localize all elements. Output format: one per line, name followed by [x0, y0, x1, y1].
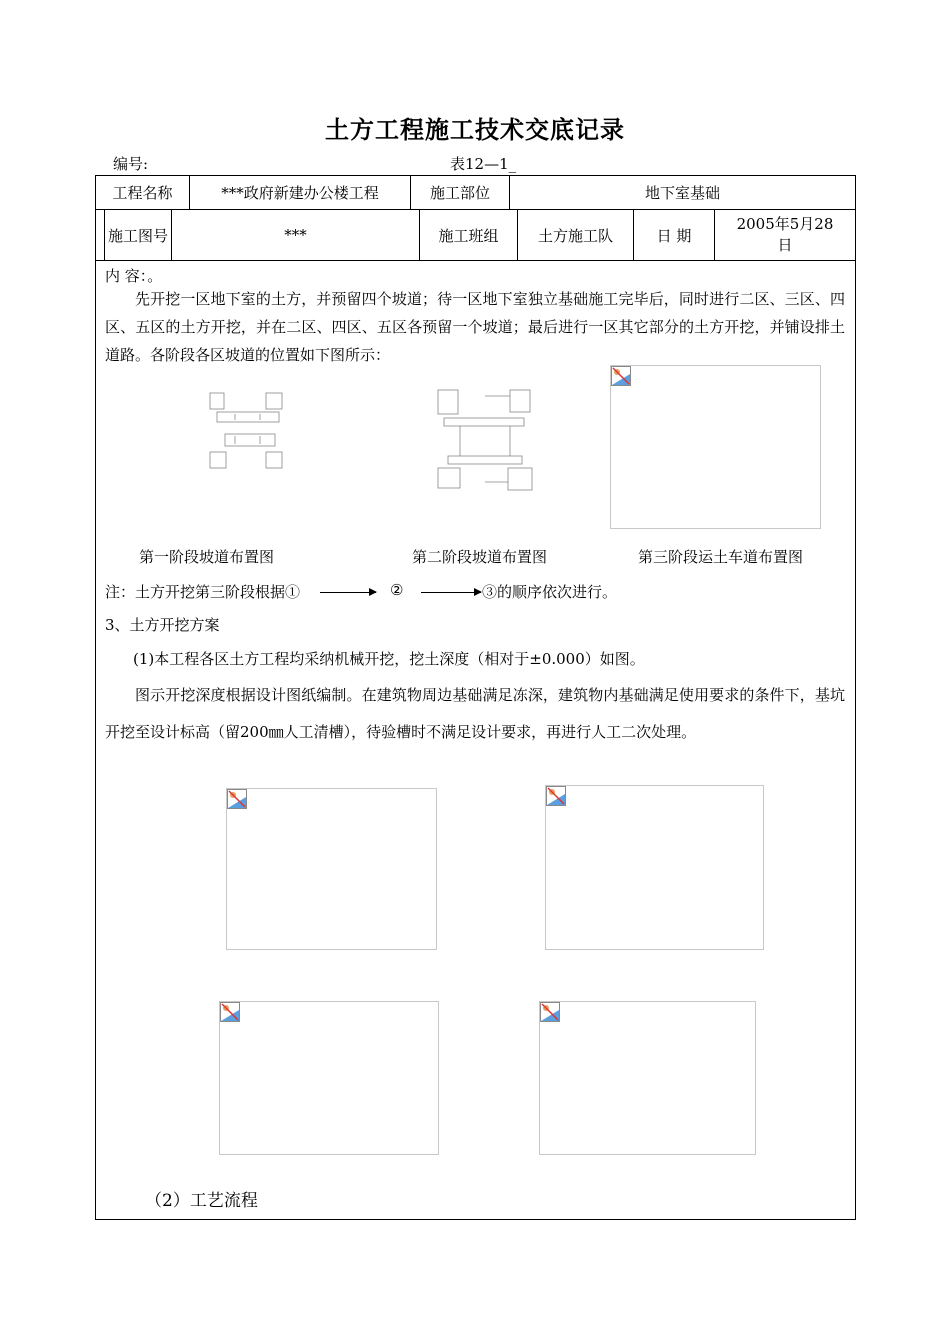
- construction-part: 地下室基础: [644, 184, 720, 202]
- note-prefix: 注：土方开挖第三阶段根据①: [105, 583, 301, 601]
- page-title: 土方工程施工技术交底记录: [325, 115, 625, 144]
- broken-image-icon: [540, 1002, 560, 1022]
- item-2-process-flow: （2）工艺流程: [145, 1191, 258, 1211]
- team-label: 施工班组: [438, 226, 499, 245]
- date-cell: [715, 210, 855, 260]
- content-paragraph-1: 先开挖一区地下室的土方，并预留四个坡道；待一区地下室独立基础施工完毕后，同时进行二区、三区、四区、五区的土方开挖，并在二区、四区、五区各预留一个坡道；最后进行一区其它部分的土方开挖，并铺设排土道路。各阶段各区坡道的位置如下图所示：: [105, 290, 845, 364]
- excavation-depth-image-1: [226, 788, 437, 950]
- broken-image-icon: [220, 1002, 240, 1022]
- project-name: ***政府新建办公楼工程: [221, 184, 379, 202]
- section-3-heading: 3、土方开挖方案: [105, 616, 220, 634]
- excavation-depth-image-2: [545, 785, 764, 950]
- note-step-2: ②: [390, 581, 404, 599]
- item-1: (1)本工程各区土方工程均采纳机械开挖，挖土深度（相对于±0.000）如图。: [133, 650, 645, 668]
- caption-stage-3: 第三阶段运土车道布置图: [638, 548, 804, 566]
- date-line-2: 日: [777, 236, 793, 254]
- number-label: 编号:: [113, 155, 149, 173]
- excavation-depth-image-3: [219, 1001, 439, 1155]
- note-suffix: ③的顺序依次进行。: [482, 583, 618, 601]
- content-heading: 内 容：。: [105, 267, 163, 285]
- date-label: 日 期: [656, 226, 692, 245]
- broken-image-icon: [227, 789, 247, 809]
- team: 土方施工队: [537, 226, 613, 245]
- drawing-no: ***: [284, 226, 307, 244]
- arrow-2-to-3: [421, 592, 481, 593]
- content-paragraph-2: 图示开挖深度根据设计图纸编制。在建筑物周边基础满足冻深，建筑物内基础满足使用要求的条件下，基坑开挖至设计标高（留200㎜人工清槽），待验槽时不满足设计要求，再进行人工二次处理。: [105, 686, 845, 741]
- broken-image-icon: [546, 786, 566, 806]
- drawing-no-label: 施工图号: [107, 226, 168, 245]
- form-number: 表12—1_: [450, 155, 517, 173]
- project-name-label: 工程名称: [112, 184, 173, 202]
- caption-stage-2: 第二阶段坡道布置图: [412, 548, 548, 566]
- stage1-ramp-diagram: [205, 388, 297, 474]
- date-line-1: 2005年5月28: [736, 215, 834, 233]
- excavation-depth-image-4: [539, 1001, 756, 1155]
- stage2-ramp-diagram: [420, 382, 540, 497]
- stage3-truck-road-image: [610, 365, 821, 529]
- part-label: 施工部位: [429, 184, 490, 202]
- broken-image-icon: [611, 366, 631, 386]
- arrow-1-to-2: [320, 592, 376, 593]
- caption-stage-1: 第一阶段坡道布置图: [139, 548, 275, 566]
